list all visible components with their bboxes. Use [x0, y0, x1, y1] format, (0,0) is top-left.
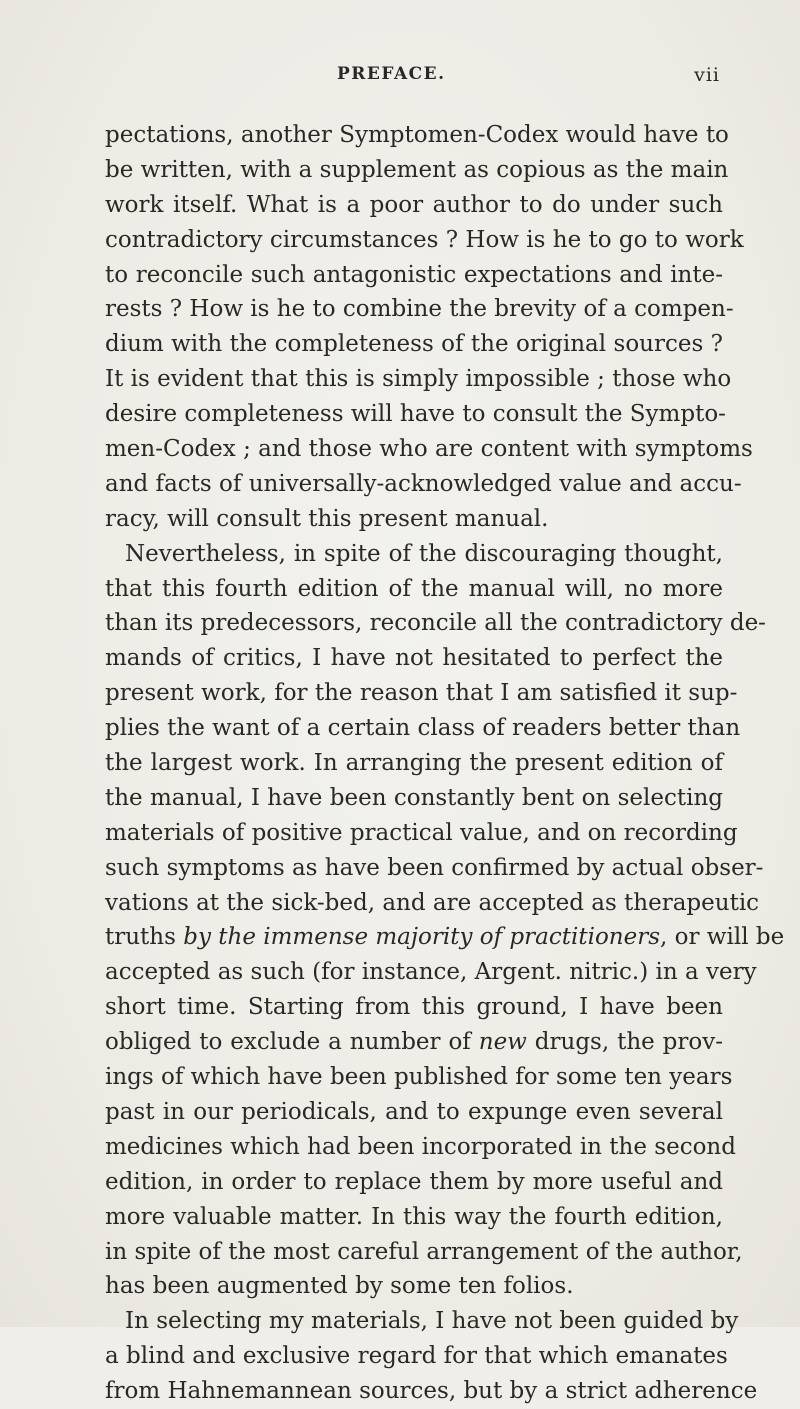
- text-line: work itself. What is a poor author to do under such: [105, 191, 723, 218]
- italic-phrase: by the immense majority of practitioners: [183, 924, 661, 951]
- text-line: materials of positive practical value, and on recording: [105, 819, 738, 846]
- text-line: [105, 920, 785, 955]
- text-line: short time. Starting from this ground, I have been: [105, 994, 723, 1021]
- text-line: in spite of the most careful arrangement of the author,: [105, 1238, 743, 1265]
- text-line: and facts of universally-acknowledged value and accu-: [105, 470, 742, 497]
- running-head: PREFACE.: [337, 64, 446, 84]
- text-line: more valuable matter. In this way the fourth edition,: [105, 1203, 723, 1230]
- text-line: [105, 1025, 723, 1060]
- text-line: present work, for the reason that I am satisfied it sup-: [105, 680, 738, 707]
- text-line: desire completeness will have to consult the Sympto-: [105, 401, 726, 428]
- text-line: contradictory circumstances ? How is he to go to work: [105, 226, 744, 253]
- body-text: [105, 118, 785, 1409]
- text-line: the manual, I have been constantly bent on selecting: [105, 784, 723, 811]
- text-line: rests ? How is he to combine the brevity of a compen-: [105, 296, 734, 323]
- text-line: Nevertheless, in spite of the discouraging thought,: [125, 540, 723, 567]
- text-line: vations at the sick-bed, and are accepted as therapeutic: [105, 889, 760, 916]
- text-line: pectations, another Symptomen-Codex would have to: [105, 122, 729, 148]
- text-line: mands of critics, I have not hesitated to perfect the: [105, 645, 723, 672]
- text-line: the largest work. In arranging the present edition of: [105, 750, 723, 777]
- line-segment: truths: [105, 924, 184, 951]
- text-line: such symptoms as have been confirmed by actual obser-: [105, 854, 764, 881]
- text-line: be written, with a supplement as copious as the main: [105, 156, 729, 183]
- text-line: ings of which have been published for some ten years: [105, 1064, 733, 1091]
- text-line: In selecting my materials, I have not been guided by: [125, 1308, 739, 1335]
- italic-phrase: new: [478, 1029, 527, 1056]
- text-line: from Hahnemannean sources, but by a strict adherence: [105, 1378, 758, 1405]
- page-number: vii: [694, 64, 720, 86]
- line-segment: drugs, the prov-: [526, 1029, 723, 1056]
- text-line: a blind and exclusive regard for that which emanates: [105, 1343, 728, 1370]
- page-header: [105, 64, 720, 94]
- line-segment: , or will be: [660, 924, 785, 951]
- text-line: men-Codex ; and those who are content with symptoms: [105, 436, 753, 463]
- text-line: dium with the completeness of the original sources ?: [105, 331, 723, 358]
- text-line: accepted as such (for instance, Argent. nitric.) in a very: [105, 959, 757, 986]
- text-line: past in our periodicals, and to expunge even several: [105, 1098, 723, 1125]
- text-line: to reconcile such antagonistic expectations and inte-: [105, 261, 723, 288]
- text-line: racy, will consult this present manual.: [105, 505, 549, 532]
- text-line: medicines which had been incorporated in the second: [105, 1133, 736, 1160]
- text-line: that this fourth edition of the manual will, no more: [105, 575, 723, 602]
- text-line: plies the want of a certain class of readers better than: [105, 715, 741, 742]
- text-line: has been augmented by some ten folios.: [105, 1273, 574, 1300]
- line-segment: obliged to exclude a number of: [105, 1029, 479, 1056]
- text-line: edition, in order to replace them by more useful and: [105, 1168, 723, 1195]
- text-line: than its predecessors, reconcile all the contradictory de-: [105, 610, 766, 637]
- text-line: It is evident that this is simply impossible ; those who: [105, 366, 732, 393]
